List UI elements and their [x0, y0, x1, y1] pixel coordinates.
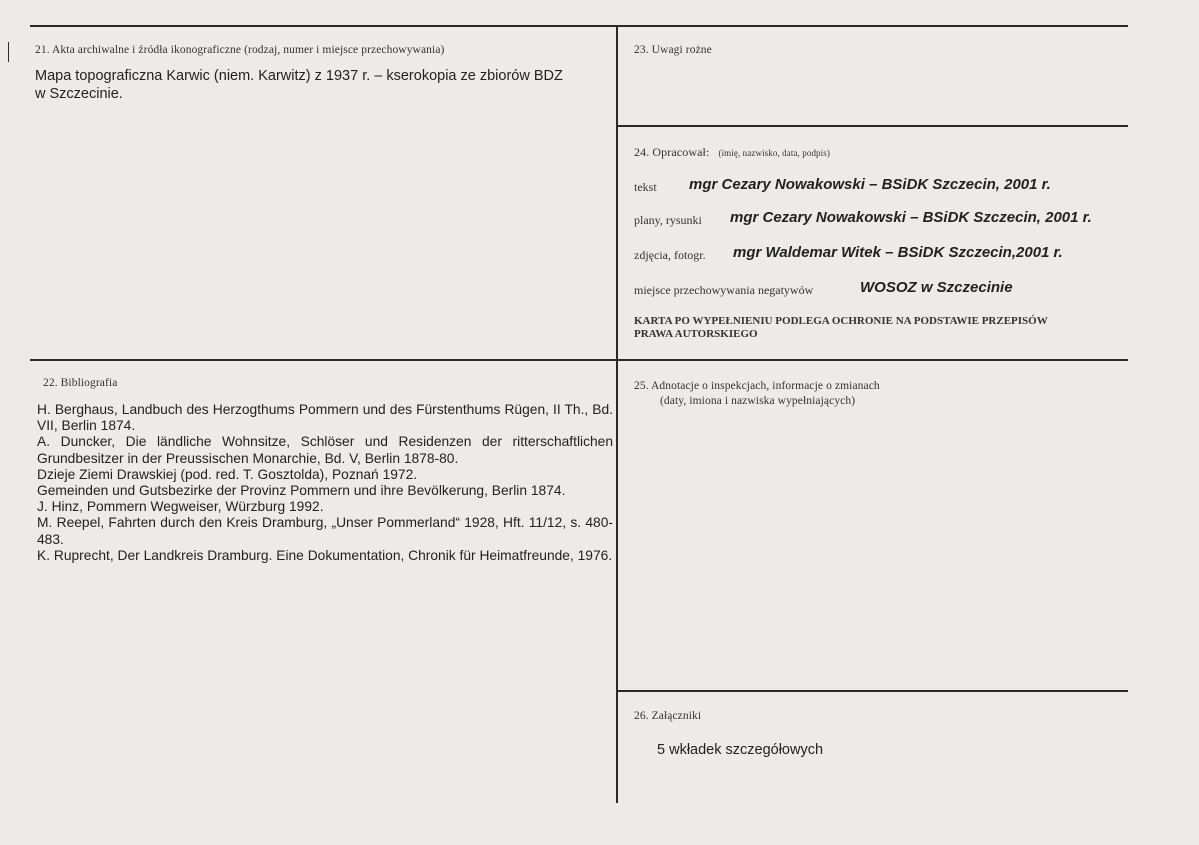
bibliography-entry: A. Duncker, Die ländliche Wohnsitze, Schlöser und Residenzen der ritterschaftlichen Grundbesitzer in der Preussischen Monarchie, Bd. V, Berlin 1878-80. [37, 434, 613, 466]
copyright-notice [634, 315, 1124, 341]
credit-plany-value: mgr Cezary Nowakowski – BSiDK Szczecin, 2001 r. [730, 209, 1092, 226]
copyright-notice-line2: PRAWA AUTORSKIEGO [634, 328, 758, 340]
credit-miejsce-label: miejsce przechowywania negatywów [634, 283, 814, 297]
bibliography-entry: H. Berghaus, Landbuch des Herzogthums Pommern und des Fürstenthums Rügen, II Th., Bd. VII, Berlin 1874. [37, 402, 613, 434]
section-25-header-line2: (daty, imiona i nazwiska wypełniających) [660, 395, 856, 407]
section-24-header [634, 145, 830, 160]
credit-tekst-value: mgr Cezary Nowakowski – BSiDK Szczecin, 2001 r. [689, 176, 1051, 193]
section-24-header-note: (imię, nazwisko, data, podpis) [718, 148, 830, 158]
right-section-divider-23-24 [617, 125, 1128, 127]
section-23-header: 23. Uwagi rożne [634, 44, 712, 56]
bibliography-list [37, 402, 613, 564]
section-21-content-line2: w Szczecinie. [35, 86, 123, 102]
bibliography-entry: M. Reepel, Fahrten durch den Kreis Dramburg, „Unser Pommerland“ 1928, Hft. 11/12, s. 480-483. [37, 515, 613, 547]
bibliography-entry: Gemeinden und Gutsbezirke der Provinz Pommern und ihre Bevölkerung, Berlin 1874. [37, 483, 566, 499]
left-margin-tick [8, 42, 9, 62]
credit-zdjecia-label: zdjęcia, fotogr. [634, 248, 706, 262]
top-border-line [30, 25, 1128, 27]
section-21-content-line1: Mapa topograficzna Karwic (niem. Karwitz) z 1937 r. – kserokopia ze zbiorów BDZ [35, 68, 563, 84]
middle-divider-line [30, 359, 1128, 361]
section-26-content: 5 wkładek szczegółowych [657, 742, 824, 758]
section-25-header-line1: 25. Adnotacje o inspekcjach, informacje o zmianach [634, 380, 880, 392]
credit-zdjecia-value: mgr Waldemar Witek – BSiDK Szczecin,2001 r. [733, 244, 1063, 261]
copyright-notice-line1: KARTA PO WYPEŁNIENIU PODLEGA OCHRONIE NA PODSTAWIE PRZEPISÓW [634, 315, 1048, 327]
bibliography-entry: Dzieje Ziemi Drawskiej (pod. red. T. Gosztolda), Poznań 1972. [37, 466, 418, 482]
section-22-header: 22. Bibliografia [43, 377, 118, 389]
section-24-title: 24. Opracował: [634, 145, 710, 159]
vertical-column-divider [616, 25, 618, 803]
credit-tekst-label: tekst [634, 180, 657, 194]
credit-plany-label: plany, rysunki [634, 213, 702, 227]
right-section-divider-25-26 [617, 690, 1128, 692]
credit-miejsce-value: WOSOZ w Szczecinie [860, 279, 1013, 296]
bibliography-entry: J. Hinz, Pommern Wegweiser, Würzburg 1992. [37, 499, 324, 515]
bibliography-entry: K. Ruprecht, Der Landkreis Dramburg. Eine Dokumentation, Chronik für Heimatfreunde, 1976. [37, 547, 613, 563]
section-26-header: 26. Załączniki [634, 710, 702, 722]
section-21-header: 21. Akta archiwalne i źródła ikonograficzne (rodzaj, numer i miejsce przechowywania) [35, 44, 445, 56]
